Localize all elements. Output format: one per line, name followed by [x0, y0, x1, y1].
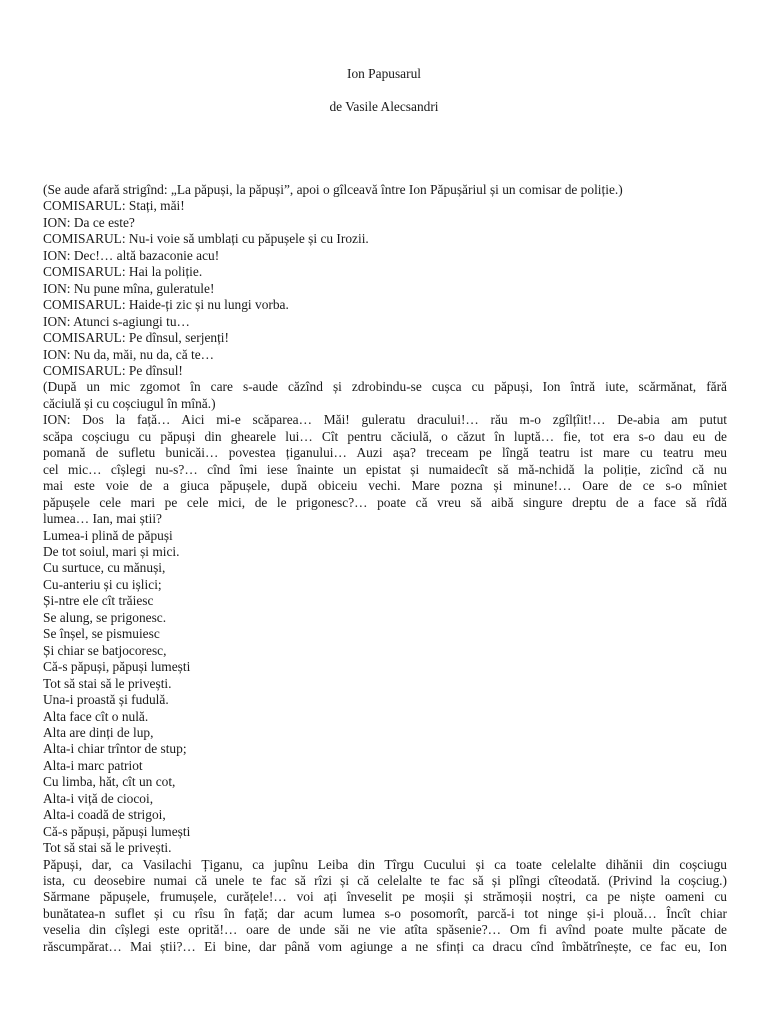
text-line: Și chiar se batjocoresc, [43, 642, 167, 658]
text-line: COMISARUL: Pe dînsul! [43, 362, 183, 378]
text-line: păpușele cele mari pe cele mici, de le prigonesc?… poate că vreu să aibă singure dreptu de a face să rîdă [43, 494, 727, 510]
text-line: Păpuși, dar, ca Vasilachi Țiganu, ca jupînu Leiba din Tîrgu Cucului și ca toate celelalte dihănii din coșciugu [43, 856, 727, 872]
text-line: Alta-i marc patriot [43, 757, 143, 773]
text-line: ION: Nu pune mîna, guleratule! [43, 280, 215, 296]
text-line: ION: Dec!… altă bazaconie acu! [43, 247, 220, 263]
text-line: Se înșel, se pismuiesc [43, 626, 160, 642]
text-line: ION: Dos la față… Aici mi-e scăparea… Măi! guleratu dracului!… rău m-o zgîlțîit!… De-abia am putut [43, 412, 727, 428]
text-line: ION: Nu da, măi, nu da, că te… [43, 346, 215, 362]
text-line: veselia din cîșlegi este oprită!… oare de unde săi ne vie atîta spăsenie?… Om fi avînd poate multe păcate de [43, 922, 727, 938]
text-line: Alta-i coadă de strigoi, [43, 807, 166, 823]
text-line: COMISARUL: Hai la poliție. [43, 264, 203, 280]
text-line: COMISARUL: Pe dînsul, serjenți! [43, 330, 229, 346]
text-line: scăpa coșciugu cu păpuși din ghearele lui… Cît pentru căciulă, o căzut în luptă… fie, tot era s-o dau eu de [43, 428, 727, 444]
text-line: De tot soiul, mari și mici. [43, 543, 180, 559]
text-line: lumea… Ian, mai știi? [43, 511, 162, 527]
text-line: (Se aude afară strigînd: „La păpuși, la păpuși”, apoi o gîlceavă între Ion Păpușăriul și un comisar de poliție.) [43, 182, 623, 197]
text-line: Tot să stai să le privești. [43, 840, 172, 856]
text-line: Alta-i viță de ciocoi, [43, 790, 154, 806]
text-line: ION: Da ce este? [43, 214, 135, 230]
text-line: mai este voie de a giuca păpușele, după obiceiu vechi. Mare pozna și minune!… Oare de ce s-o mîniet [43, 478, 727, 494]
text-line: Se alung, se prigonesc. [43, 609, 167, 625]
document-author: de Vasile Alecsandri [329, 99, 439, 114]
text-line: cel mic… cîșlegi nu-s?… cînd îmi iese înainte un epistat și numaidecît să mă-nchidă la poliție, zicînd că nu [43, 461, 727, 477]
text-line: răscumpărat… Mai știi?… Ei bine, dar până vom agiunge a ne sfinți ca dracu cînd îmbătrînește, ce fac eu, Ion [43, 938, 727, 954]
text-line: Că-s păpuși, păpuși lumești [43, 659, 191, 675]
text-line: Cu-anteriu și cu ișlici; [43, 576, 162, 592]
text-line: Sărmane păpușele, frumușele, curățele!… voi ați înveselit pe moșii și strămoșii noștri, ca pe niște oameni cu [43, 889, 727, 905]
text-line: COMISARUL: Stați, măi! [43, 198, 185, 214]
text-line: Că-s păpuși, păpuși lumești [43, 823, 191, 839]
text-line: Cu surtuce, cu mănuși, [43, 560, 166, 576]
text-line: ista, cu deosebire numai că unele te fac să rîzi și că celelalte te fac să și plîngi cîteodată. (Privind la coșciug.) [43, 873, 727, 889]
text-line: Și-ntre ele cît trăiesc [43, 593, 154, 609]
text-line: Lumea-i plină de păpuși [43, 527, 173, 543]
text-line: căciulă și cu coșciugul în mînă.) [43, 395, 216, 411]
text-line: ION: Atunci s-agiungi tu… [43, 313, 190, 329]
document-body [43, 182, 727, 955]
text-line: pomană de sufletu bunicăi… povestea țiganului… Auzi așa? treceam pe lîngă teatru ist mare cu teatru meu [43, 445, 727, 461]
text-line: Alta-i chiar trîntor de stup; [43, 741, 187, 757]
text-line: bunătatea-n suflet și cu rîsu în față; dar acum lumea s-o posomorît, parcă-i tot ninge și-i plouă… Încît chiar [43, 905, 727, 921]
text-line: (După un mic zgomot în care s-aude căzînd și zdrobindu-se cușca cu păpuși, Ion întră iute, scărmănat, fără [43, 379, 727, 395]
text-line: Una-i proastă și fudulă. [43, 692, 169, 708]
text-line: Cu limba, hăt, cît un cot, [43, 774, 176, 790]
text-line: Alta are dinți de lup, [43, 724, 154, 740]
text-line: Alta face cît o nulă. [43, 708, 149, 724]
document-title: Ion Papusarul [346, 66, 421, 81]
text-line: COMISARUL: Haide-ți zic și nu lungi vorba. [43, 297, 289, 313]
text-line: Tot să stai să le privești. [43, 675, 172, 691]
text-line: COMISARUL: Nu-i voie să umblați cu păpușele și cu Irozii. [43, 231, 369, 247]
